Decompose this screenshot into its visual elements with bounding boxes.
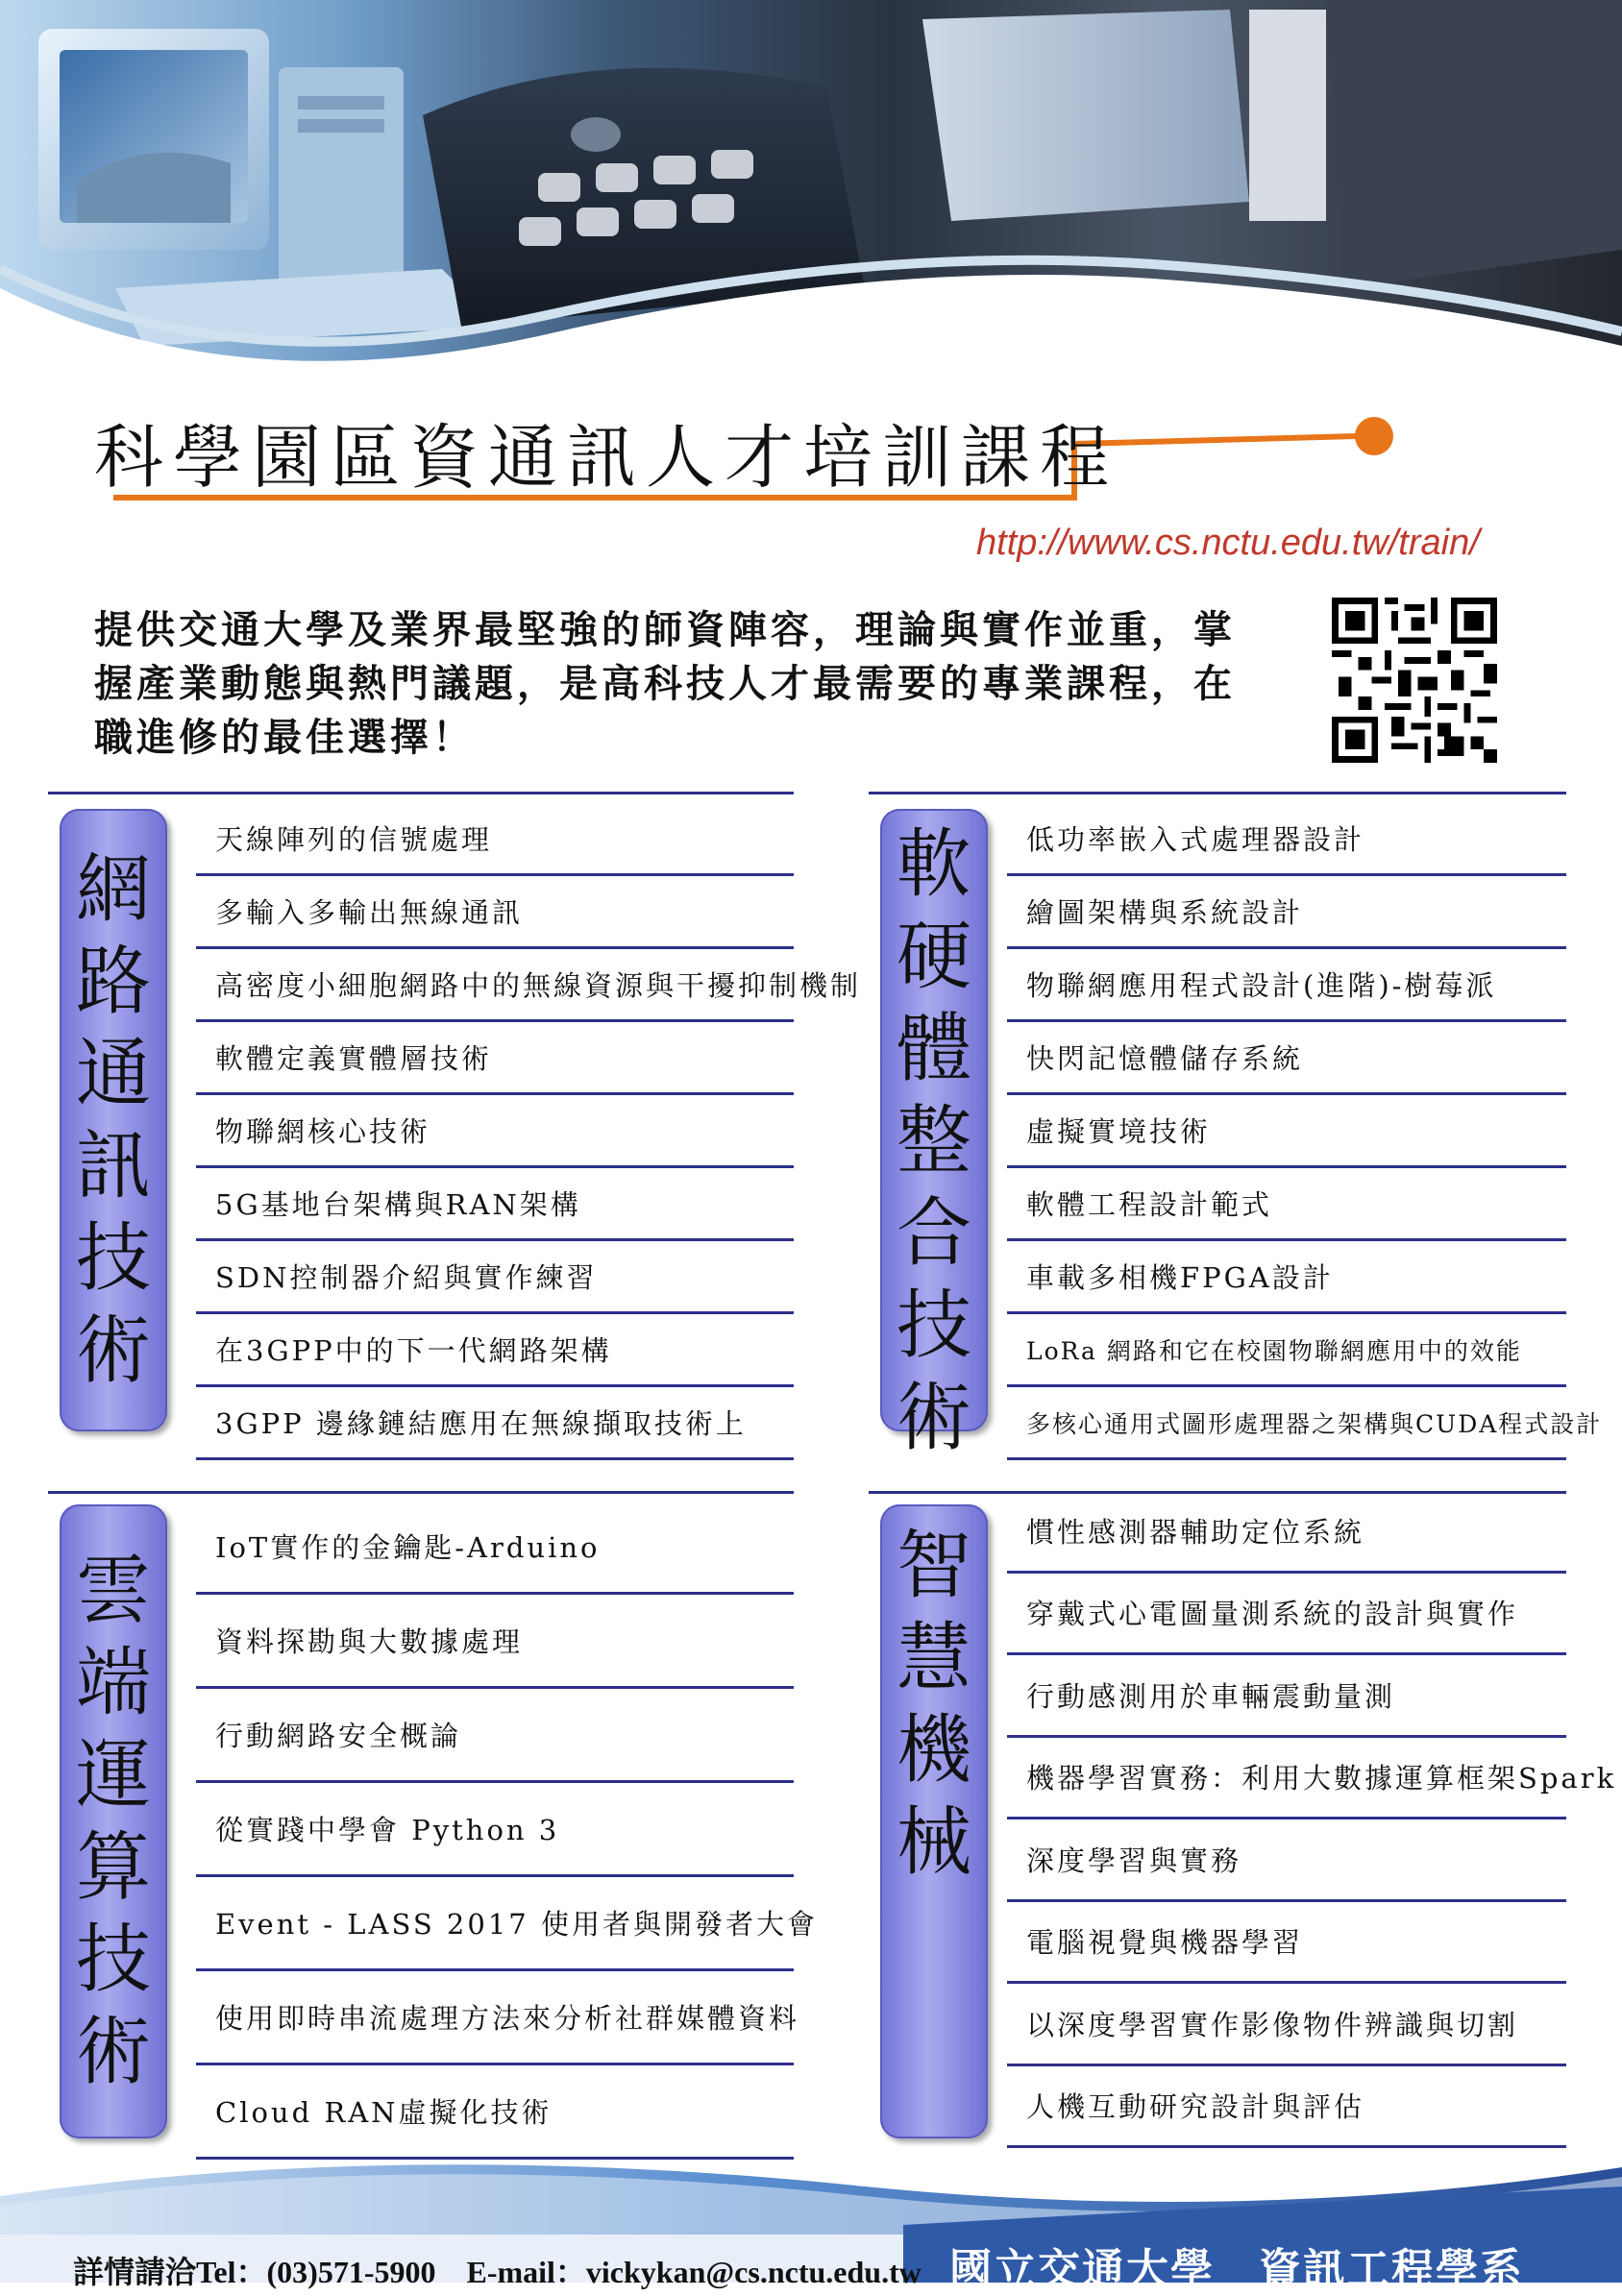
- course-item: 虛擬實境技術: [1007, 1095, 1566, 1168]
- section-top-rule: [869, 792, 1566, 794]
- header-illustration: [0, 0, 1622, 384]
- page-title: 科學園區資通訊人才培訓課程: [94, 417, 1119, 498]
- course-item: 人機互動研究設計與評估: [1007, 2066, 1566, 2149]
- course-item: 快閃記憶體儲存系統: [1007, 1022, 1566, 1095]
- course-item: 機器學習實務：利用大數據運算框架Spark: [1007, 1738, 1566, 1820]
- course-item: 從實踐中學會 Python 3: [196, 1783, 794, 1877]
- course-item: 低功率嵌入式處理器設計: [1007, 803, 1566, 876]
- course-item: 繪圖架構與系統設計: [1007, 876, 1566, 949]
- intro-paragraph: 提供交通大學及業界最堅強的師資陣容，理論與實作並重，掌握產業動態與熱門議題，是高科技人才最需要的專業課程，在職進修的最佳選擇！: [94, 607, 1236, 760]
- course-item: 行動感測用於車輛震動量測: [1007, 1655, 1566, 1738]
- contact-info: 詳情請洽Tel：(03)571-5900 E-mail：vickykan@cs.nctu.edu.tw: [73, 2255, 922, 2289]
- course-item: 資料探勘與大數據處理: [196, 1595, 794, 1689]
- course-item: Cloud RAN虛擬化技術: [196, 2065, 794, 2160]
- course-item: 軟體工程設計範式: [1007, 1168, 1566, 1241]
- section-title: 雲端運算技術: [75, 1548, 151, 2095]
- header-photo-banner: [0, 0, 1622, 384]
- course-item: LoRa 網路和它在校園物聯網應用中的效能: [1007, 1314, 1566, 1387]
- course-item: 使用即時串流處理方法來分析社群媒體資料: [196, 1971, 794, 2065]
- course-item: 電腦視覺與機器學習: [1007, 1902, 1566, 1985]
- course-item: 天線陣列的信號處理: [196, 803, 794, 876]
- qr-code: [1332, 598, 1497, 763]
- course-item: 物聯網核心技術: [196, 1095, 794, 1168]
- course-item: IoT實作的金鑰匙-Arduino: [196, 1501, 794, 1595]
- section-top-rule: [48, 1491, 794, 1494]
- course-item: 多核心通用式圖形處理器之架構與CUDA程式設計: [1007, 1387, 1566, 1460]
- course-item: 車載多相機FPGA設計: [1007, 1241, 1566, 1314]
- course-item: 多輸入多輸出無線通訊: [196, 876, 794, 949]
- course-item: 在3GPP中的下一代網路架構: [196, 1314, 794, 1387]
- course-item: 慣性感測器輔助定位系統: [1007, 1491, 1566, 1574]
- course-item: 穿戴式心電圖量測系統的設計與實作: [1007, 1574, 1566, 1656]
- website-link[interactable]: http://www.cs.nctu.edu.tw/train/: [976, 523, 1480, 563]
- section-title: 網路通訊技術: [75, 846, 151, 1394]
- course-item: Event - LASS 2017 使用者與開發者大會: [196, 1877, 794, 1971]
- section-top-rule: [48, 792, 794, 794]
- course-item: 3GPP 邊緣鏈結應用在無線擷取技術上: [196, 1387, 794, 1460]
- section-title-pill: [60, 1504, 167, 2138]
- course-item: 以深度學習實作影像物件辨識與切割: [1007, 1984, 1566, 2066]
- course-item: 行動網路安全概論: [196, 1689, 794, 1783]
- section-title-pill: [60, 809, 167, 1431]
- course-item: 物聯網應用程式設計(進階)-樹莓派: [1007, 949, 1566, 1022]
- section-title: 軟硬體整合技術: [896, 821, 971, 1461]
- course-item: 高密度小細胞網路中的無線資源與干擾抑制機制: [196, 949, 794, 1022]
- course-item: 深度學習與實務: [1007, 1820, 1566, 1902]
- course-item: 5G基地台架構與RAN架構: [196, 1168, 794, 1241]
- section-title-pill: [880, 809, 988, 1461]
- course-item: 軟體定義實體層技術: [196, 1022, 794, 1095]
- organization-name: 國立交通大學 資訊工程學系: [949, 2246, 1524, 2293]
- course-item: SDN控制器介紹與實作練習: [196, 1241, 794, 1314]
- section-title: 智慧機械: [896, 1523, 971, 1886]
- section-title-pill: [880, 1504, 988, 2138]
